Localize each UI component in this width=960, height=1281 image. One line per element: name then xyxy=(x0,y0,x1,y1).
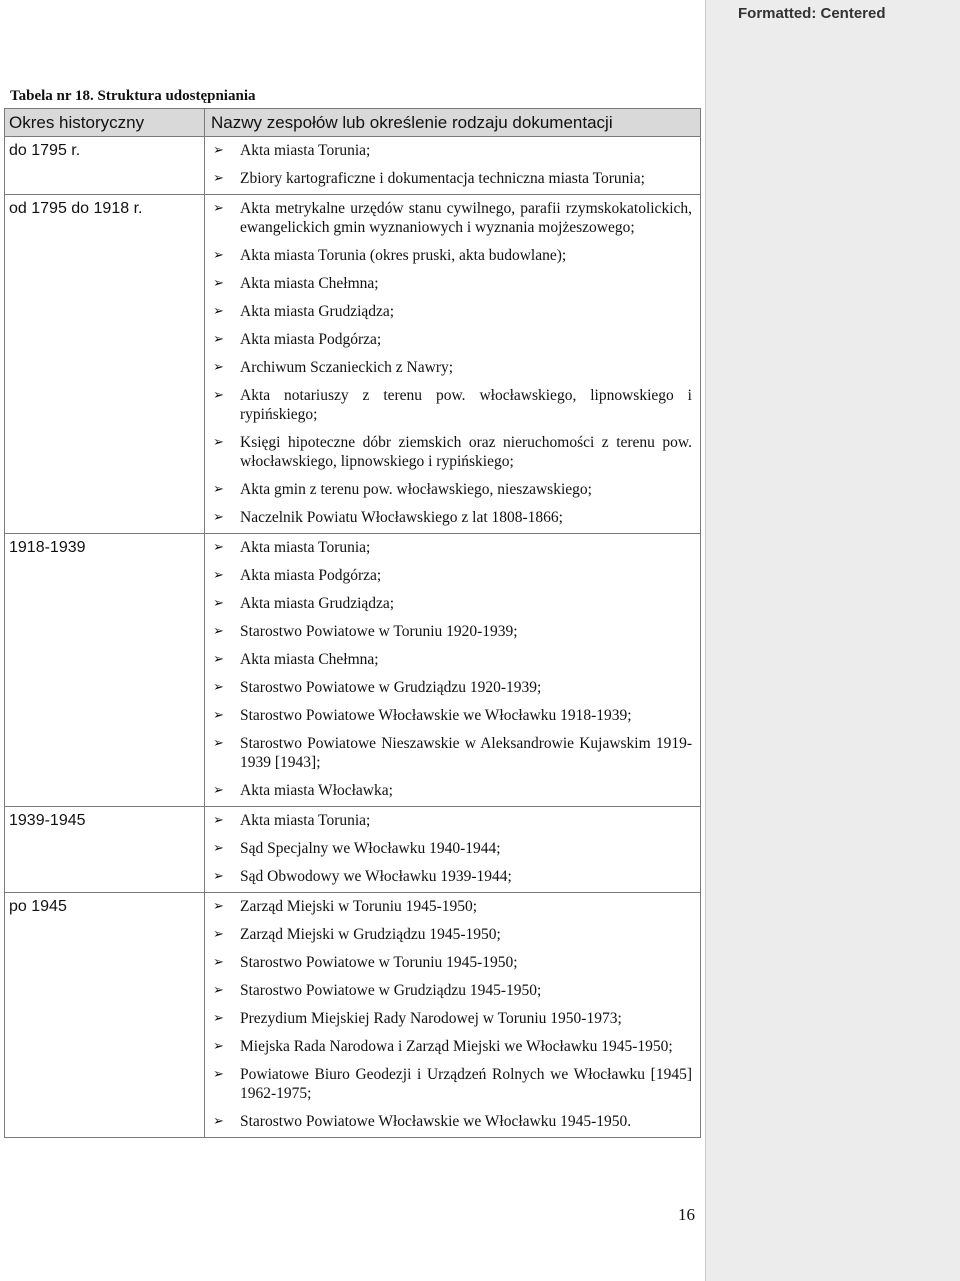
arrow-bullet-icon: ➢ xyxy=(213,841,224,856)
table-row xyxy=(5,807,701,893)
table-row xyxy=(5,137,701,195)
list-item-text: Akta miasta Chełmna; xyxy=(240,651,379,668)
arrow-bullet-icon: ➢ xyxy=(213,596,224,611)
arrow-bullet-icon: ➢ xyxy=(213,736,224,751)
documentation-cell xyxy=(205,137,701,195)
documentation-cell xyxy=(205,195,701,534)
list-item-text: Starostwo Powiatowe w Grudziądzu 1920-1939; xyxy=(240,679,542,696)
arrow-bullet-icon: ➢ xyxy=(213,955,224,970)
period-cell: do 1795 r. xyxy=(5,137,205,195)
list-item xyxy=(213,1037,692,1056)
period-cell: po 1945 xyxy=(5,893,205,1138)
list-item-text: Akta miasta Torunia; xyxy=(240,539,371,556)
period-cell: 1918-1939 xyxy=(5,534,205,807)
list-item xyxy=(213,246,692,265)
structure-table xyxy=(4,108,701,1138)
page-number: 16 xyxy=(678,1205,695,1224)
arrow-bullet-icon: ➢ xyxy=(213,869,224,884)
list-item xyxy=(213,897,692,916)
list-item xyxy=(213,925,692,944)
list-item-text: Księgi hipoteczne dóbr ziemskich oraz nieruchomości z terenu pow. włocławskiego, lipnowskiego i rypińskiego; xyxy=(240,434,692,470)
list-item xyxy=(213,839,692,858)
documentation-list xyxy=(213,538,692,800)
list-item-text: Zarząd Miejski w Toruniu 1945-1950; xyxy=(240,898,478,915)
table-row xyxy=(5,893,701,1138)
list-item-text: Sąd Obwodowy we Włocławku 1939-1944; xyxy=(240,868,512,885)
list-item xyxy=(213,141,692,160)
list-item xyxy=(213,867,692,886)
arrow-bullet-icon: ➢ xyxy=(213,1011,224,1026)
list-item xyxy=(213,169,692,188)
list-item-text: Akta miasta Chełmna; xyxy=(240,275,379,292)
list-item xyxy=(213,386,692,424)
list-item xyxy=(213,678,692,697)
list-item xyxy=(213,566,692,585)
arrow-bullet-icon: ➢ xyxy=(213,171,224,186)
list-item xyxy=(213,622,692,641)
list-item-text: Zbiory kartograficzne i dokumentacja techniczna miasta Torunia; xyxy=(240,170,645,187)
period-cell: 1939-1945 xyxy=(5,807,205,893)
table-row xyxy=(5,195,701,534)
arrow-bullet-icon: ➢ xyxy=(213,332,224,347)
list-item xyxy=(213,538,692,557)
list-item-text: Akta miasta Torunia; xyxy=(240,142,371,159)
list-item-text: Akta gmin z terenu pow. włocławskiego, nieszawskiego; xyxy=(240,481,592,498)
list-item-text: Akta miasta Grudziądza; xyxy=(240,595,395,612)
arrow-bullet-icon: ➢ xyxy=(213,783,224,798)
arrow-bullet-icon: ➢ xyxy=(213,983,224,998)
documentation-list xyxy=(213,199,692,527)
arrow-bullet-icon: ➢ xyxy=(213,388,224,403)
arrow-bullet-icon: ➢ xyxy=(213,624,224,639)
list-item xyxy=(213,274,692,293)
arrow-bullet-icon: ➢ xyxy=(213,568,224,583)
arrow-bullet-icon: ➢ xyxy=(213,143,224,158)
list-item xyxy=(213,1065,692,1103)
documentation-cell xyxy=(205,893,701,1138)
documentation-list xyxy=(213,811,692,886)
arrow-bullet-icon: ➢ xyxy=(213,927,224,942)
arrow-bullet-icon: ➢ xyxy=(213,680,224,695)
list-item xyxy=(213,330,692,349)
arrow-bullet-icon: ➢ xyxy=(213,510,224,525)
list-item-text: Sąd Specjalny we Włocławku 1940-1944; xyxy=(240,840,501,857)
arrow-bullet-icon: ➢ xyxy=(213,540,224,555)
arrow-bullet-icon: ➢ xyxy=(213,276,224,291)
list-item xyxy=(213,508,692,527)
list-item-text: Miejska Rada Narodowa i Zarząd Miejski we Włocławku 1945-1950; xyxy=(240,1038,673,1055)
period-cell: od 1795 do 1918 r. xyxy=(5,195,205,534)
list-item-text: Starostwo Powiatowe Włocławskie we Włocławku 1918-1939; xyxy=(240,707,632,724)
arrow-bullet-icon: ➢ xyxy=(213,1039,224,1054)
comment-pane-title: Formatted: Centered xyxy=(738,5,886,22)
list-item xyxy=(213,358,692,377)
table-row xyxy=(5,534,701,807)
list-item xyxy=(213,953,692,972)
arrow-bullet-icon: ➢ xyxy=(213,435,224,450)
arrow-bullet-icon: ➢ xyxy=(213,652,224,667)
list-item-text: Starostwo Powiatowe w Toruniu 1945-1950; xyxy=(240,954,518,971)
list-item-text: Starostwo Powiatowe Nieszawskie w Aleksandrowie Kujawskim 1919-1939 [1943]; xyxy=(240,735,692,771)
comment-pane xyxy=(705,0,960,1281)
list-item-text: Akta miasta Podgórza; xyxy=(240,567,382,584)
documentation-list xyxy=(213,897,692,1131)
list-item-text: Archiwum Sczanieckich z Nawry; xyxy=(240,359,454,376)
list-item xyxy=(213,433,692,471)
list-item-text: Powiatowe Biuro Geodezji i Urządzeń Rolnych we Włocławku [1945] 1962-1975; xyxy=(240,1066,692,1102)
list-item xyxy=(213,199,692,237)
list-item xyxy=(213,734,692,772)
list-item xyxy=(213,594,692,613)
arrow-bullet-icon: ➢ xyxy=(213,304,224,319)
list-item-text: Akta miasta Torunia (okres pruski, akta budowlane); xyxy=(240,247,567,264)
documentation-list xyxy=(213,141,692,188)
list-item-text: Prezydium Miejskiej Rady Narodowej w Toruniu 1950-1973; xyxy=(240,1010,622,1027)
list-item-text: Akta miasta Grudziądza; xyxy=(240,303,395,320)
arrow-bullet-icon: ➢ xyxy=(213,708,224,723)
table-header-row xyxy=(5,109,701,137)
arrow-bullet-icon: ➢ xyxy=(213,899,224,914)
list-item-text: Akta miasta Włocławka; xyxy=(240,782,393,799)
header-documentation: Nazwy zespołów lub określenie rodzaju dokumentacji xyxy=(205,109,701,137)
list-item xyxy=(213,1009,692,1028)
list-item xyxy=(213,706,692,725)
list-item xyxy=(213,981,692,1000)
list-item-text: Starostwo Powiatowe Włocławskie we Włocławku 1945-1950. xyxy=(240,1113,632,1130)
list-item-text: Starostwo Powiatowe w Grudziądzu 1945-1950; xyxy=(240,982,542,999)
arrow-bullet-icon: ➢ xyxy=(213,813,224,828)
list-item xyxy=(213,302,692,321)
arrow-bullet-icon: ➢ xyxy=(213,1114,224,1129)
list-item xyxy=(213,650,692,669)
arrow-bullet-icon: ➢ xyxy=(213,482,224,497)
list-item xyxy=(213,811,692,830)
list-item-text: Akta miasta Torunia; xyxy=(240,812,371,829)
arrow-bullet-icon: ➢ xyxy=(213,360,224,375)
list-item xyxy=(213,480,692,499)
arrow-bullet-icon: ➢ xyxy=(213,1067,224,1082)
list-item-text: Naczelnik Powiatu Włocławskiego z lat 1808-1866; xyxy=(240,509,563,526)
header-period: Okres historyczny xyxy=(5,109,205,137)
list-item-text: Akta miasta Podgórza; xyxy=(240,331,382,348)
list-item-text: Akta metrykalne urzędów stanu cywilnego, parafii rzymskokatolickich, ewangelickich gmin wyznaniowych i wyznania mojżeszowego; xyxy=(240,200,692,236)
list-item xyxy=(213,781,692,800)
documentation-cell xyxy=(205,534,701,807)
list-item-text: Akta notariuszy z terenu pow. włocławskiego, lipnowskiego i rypińskiego; xyxy=(240,387,692,423)
arrow-bullet-icon: ➢ xyxy=(213,201,224,216)
list-item-text: Starostwo Powiatowe w Toruniu 1920-1939; xyxy=(240,623,518,640)
list-item xyxy=(213,1112,692,1131)
arrow-bullet-icon: ➢ xyxy=(213,248,224,263)
list-item-text: Zarząd Miejski w Grudziądzu 1945-1950; xyxy=(240,926,501,943)
documentation-cell xyxy=(205,807,701,893)
table-caption: Tabela nr 18. Struktura udostępniania xyxy=(10,88,256,104)
